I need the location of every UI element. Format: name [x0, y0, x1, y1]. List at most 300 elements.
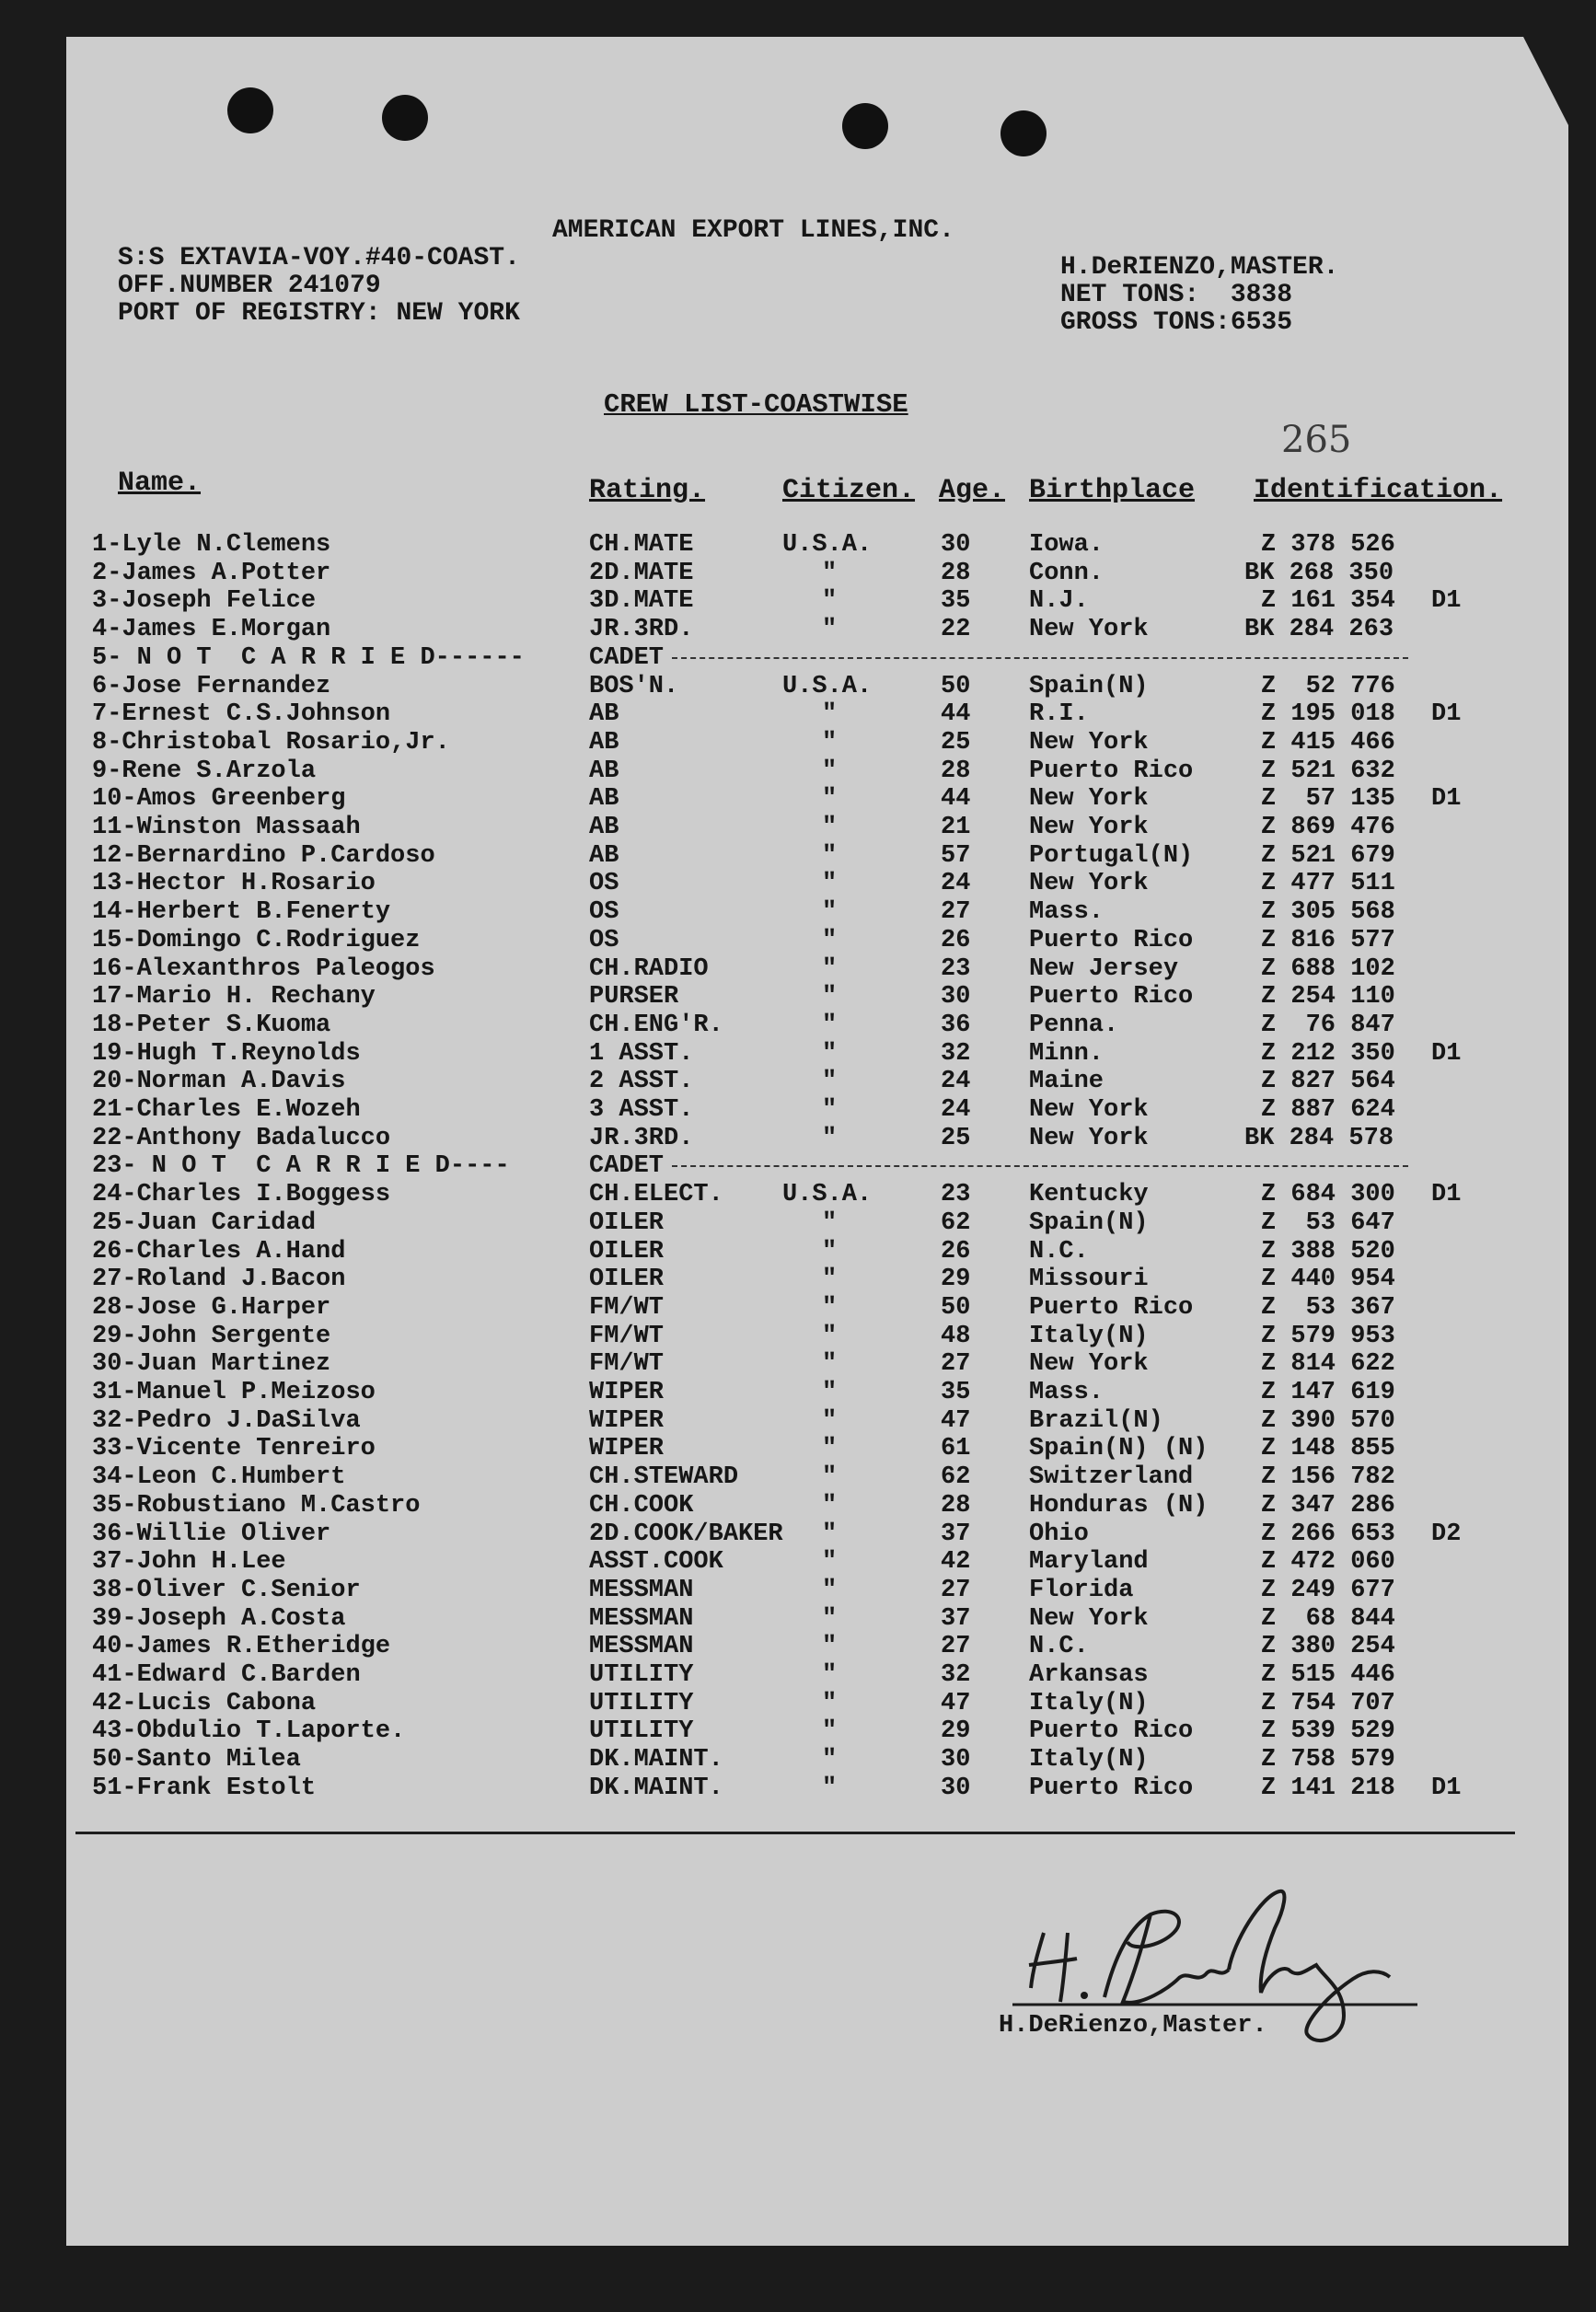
- crew-identification: Z 477 511: [1261, 870, 1395, 898]
- crew-age: 50: [941, 1293, 971, 1322]
- crew-rating: OILER: [589, 1237, 665, 1266]
- crew-citizen: ": [822, 1661, 838, 1689]
- crew-name: 10-Amos Greenberg: [92, 785, 346, 814]
- crew-citizen: ": [822, 1011, 838, 1039]
- column-header-rating: Rating.: [589, 475, 706, 506]
- crew-age: 30: [941, 1774, 971, 1802]
- official-number: OFF.NUMBER 241079: [118, 272, 381, 300]
- crew-birthplace: Switzerland: [1029, 1463, 1194, 1492]
- crew-citizen: ": [822, 1266, 838, 1294]
- crew-birthplace: Italy(N): [1029, 1689, 1149, 1717]
- crew-citizen: ": [822, 1322, 838, 1350]
- punch-hole-2: [382, 95, 428, 141]
- crew-birthplace: Puerto Rico: [1029, 757, 1194, 785]
- table-row: [0, 1577, 1596, 1605]
- crew-birthplace: N.J.: [1029, 587, 1089, 616]
- crew-identification: Z 388 520: [1261, 1237, 1395, 1266]
- crew-identification: Z 57 135: [1261, 785, 1395, 814]
- not-carried-dash-line: [672, 1165, 1408, 1167]
- crew-identification: Z 887 624: [1261, 1096, 1395, 1124]
- crew-citizen: ": [822, 1717, 838, 1746]
- crew-note: D2: [1431, 1520, 1462, 1548]
- crew-rating: AB: [589, 785, 619, 814]
- crew-rating: MESSMAN: [589, 1604, 694, 1633]
- crew-rating: DK.MAINT.: [589, 1774, 723, 1802]
- crew-citizen: ": [822, 1689, 838, 1717]
- crew-birthplace: New York: [1029, 785, 1149, 814]
- not-carried-row: [0, 1152, 1596, 1181]
- crew-rating: AB: [589, 841, 619, 870]
- table-row: [0, 560, 1596, 588]
- crew-name: 4-James E.Morgan: [92, 616, 331, 644]
- crew-age: 50: [941, 672, 971, 700]
- crew-name: 15-Domingo C.Rodriguez: [92, 926, 421, 954]
- crew-name: 2-James A.Potter: [92, 559, 331, 587]
- crew-rating: OILER: [589, 1266, 665, 1294]
- crew-name: 12-Bernardino P.Cardoso: [92, 841, 435, 870]
- crew-identification: Z 758 579: [1261, 1746, 1395, 1774]
- crew-birthplace: Italy(N): [1029, 1746, 1149, 1774]
- crew-citizen: U.S.A.: [782, 1181, 873, 1209]
- crew-age: 62: [941, 1463, 971, 1492]
- crew-rating: AB: [589, 757, 619, 785]
- crew-name: 8-Christobal Rosario,Jr.: [92, 728, 450, 757]
- crew-age: 44: [941, 785, 971, 814]
- crew-rating: WIPER: [589, 1379, 665, 1406]
- crew-citizen: ": [822, 757, 838, 785]
- not-carried-row: [0, 644, 1596, 673]
- crew-name: 29-John Sergente: [92, 1322, 331, 1350]
- crew-birthplace: New York: [1029, 1350, 1149, 1379]
- crew-identification: BK 284 263: [1244, 616, 1394, 644]
- crew-name: 30-Juan Martinez: [92, 1350, 331, 1379]
- crew-age: 27: [941, 1633, 971, 1661]
- crew-identification: Z 827 564: [1261, 1068, 1395, 1096]
- crew-citizen: ": [822, 814, 838, 841]
- crew-identification: Z 148 855: [1261, 1435, 1395, 1463]
- crew-age: 28: [941, 1491, 971, 1520]
- crew-birthplace: New York: [1029, 616, 1149, 644]
- crew-identification: Z 266 653: [1261, 1520, 1395, 1548]
- table-row: [0, 1690, 1596, 1718]
- crew-citizen: ": [822, 587, 838, 616]
- crew-rating: AB: [589, 700, 619, 729]
- table-row: [0, 1266, 1596, 1294]
- crew-name: 50-Santo Milea: [92, 1746, 301, 1774]
- crew-identification: Z 440 954: [1261, 1266, 1395, 1294]
- crew-citizen: ": [822, 1379, 838, 1406]
- crew-rating: CH.COOK: [589, 1491, 694, 1520]
- crew-rating: 2 ASST.: [589, 1068, 694, 1096]
- crew-age: 27: [941, 898, 971, 927]
- crew-identification: Z 539 529: [1261, 1717, 1395, 1746]
- crew-age: 28: [941, 559, 971, 587]
- crew-age: 32: [941, 1039, 971, 1068]
- crew-age: 47: [941, 1406, 971, 1435]
- crew-rating: JR.3RD.: [589, 616, 694, 644]
- crew-birthplace: Italy(N): [1029, 1322, 1149, 1350]
- crew-name: 31-Manuel P.Meizoso: [92, 1379, 376, 1406]
- crew-age: 42: [941, 1548, 971, 1577]
- crew-identification: Z 305 568: [1261, 898, 1395, 927]
- crew-name: 27-Roland J.Bacon: [92, 1266, 346, 1294]
- table-row: [0, 1633, 1596, 1661]
- crew-rating: BOS'N.: [589, 672, 679, 700]
- crew-birthplace: Maryland: [1029, 1548, 1149, 1577]
- crew-birthplace: Minn.: [1029, 1039, 1104, 1068]
- table-row: [0, 1435, 1596, 1463]
- crew-birthplace: Penna.: [1029, 1011, 1119, 1039]
- crew-age: 29: [941, 1717, 971, 1746]
- column-header-birthplace: Birthplace: [1029, 475, 1196, 506]
- crew-citizen: U.S.A.: [782, 531, 873, 559]
- crew-birthplace: N.C.: [1029, 1633, 1089, 1661]
- crew-name: 11-Winston Massaah: [92, 814, 361, 841]
- table-row: [0, 1548, 1596, 1577]
- crew-rating: ASST.COOK: [589, 1548, 723, 1577]
- crew-rating: JR.3RD.: [589, 1124, 694, 1152]
- crew-identification: Z 254 110: [1261, 983, 1395, 1012]
- crew-birthplace: N.C.: [1029, 1237, 1089, 1266]
- crew-name: 33-Vicente Tenreiro: [92, 1435, 376, 1463]
- punch-hole-4: [1000, 110, 1047, 156]
- table-row: [0, 1605, 1596, 1634]
- page-number: 265: [1281, 419, 1352, 461]
- table-row: [0, 616, 1596, 644]
- table-row: [0, 1520, 1596, 1549]
- crew-birthplace: New Jersey: [1029, 954, 1179, 983]
- crew-age: 44: [941, 700, 971, 729]
- crew-age: 26: [941, 926, 971, 954]
- crew-rating: 3D.MATE: [589, 587, 694, 616]
- crew-note: D1: [1431, 1774, 1462, 1802]
- crew-identification: Z 147 619: [1261, 1379, 1395, 1406]
- crew-birthplace: Maine: [1029, 1068, 1104, 1096]
- crew-rating: 1 ASST.: [589, 1039, 694, 1068]
- crew-identification: Z 515 446: [1261, 1661, 1395, 1689]
- crew-rating: CADET: [589, 643, 665, 672]
- table-row: [0, 1746, 1596, 1774]
- crew-rating: CH.RADIO: [589, 954, 709, 983]
- crew-note: D1: [1431, 700, 1462, 729]
- crew-age: 35: [941, 1379, 971, 1406]
- crew-name: 22-Anthony Badalucco: [92, 1124, 391, 1152]
- crew-citizen: ": [822, 700, 838, 729]
- company-name: AMERICAN EXPORT LINES,INC.: [552, 216, 954, 245]
- crew-name: 41-Edward C.Barden: [92, 1661, 361, 1689]
- crew-identification: Z 816 577: [1261, 926, 1395, 954]
- table-row: [0, 1012, 1596, 1040]
- table-row: [0, 531, 1596, 560]
- crew-age: 22: [941, 616, 971, 644]
- crew-identification: Z 415 466: [1261, 728, 1395, 757]
- crew-age: 24: [941, 1068, 971, 1096]
- crew-identification: Z 472 060: [1261, 1548, 1395, 1577]
- crew-rating: UTILITY: [589, 1689, 694, 1717]
- crew-citizen: ": [822, 926, 838, 954]
- crew-citizen: ": [822, 559, 838, 587]
- crew-name: 34-Leon C.Humbert: [92, 1463, 346, 1492]
- crew-name: 26-Charles A.Hand: [92, 1237, 346, 1266]
- crew-citizen: ": [822, 616, 838, 644]
- crew-rating: 3 ASST.: [589, 1096, 694, 1124]
- crew-rating: 2D.COOK/BAKER: [589, 1520, 783, 1548]
- crew-identification: BK 268 350: [1244, 559, 1394, 587]
- crew-rating: WIPER: [589, 1435, 665, 1463]
- column-header-citizen: Citizen.: [782, 475, 916, 506]
- crew-citizen: ": [822, 983, 838, 1012]
- crew-name: 37-John H.Lee: [92, 1548, 286, 1577]
- crew-identification: Z 521 632: [1261, 757, 1395, 785]
- crew-citizen: ": [822, 1096, 838, 1124]
- crew-rating: FM/WT: [589, 1293, 665, 1322]
- crew-age: 21: [941, 814, 971, 841]
- crew-birthplace: Missouri: [1029, 1266, 1149, 1294]
- crew-birthplace: Mass.: [1029, 898, 1104, 927]
- crew-name: 16-Alexanthros Paleogos: [92, 954, 435, 983]
- table-row: [0, 1209, 1596, 1238]
- crew-birthplace: Arkansas: [1029, 1661, 1149, 1689]
- crew-age: 48: [941, 1322, 971, 1350]
- crew-name: 28-Jose G.Harper: [92, 1293, 331, 1322]
- crew-citizen: ": [822, 1406, 838, 1435]
- crew-age: 36: [941, 1011, 971, 1039]
- crew-birthplace: Puerto Rico: [1029, 1717, 1194, 1746]
- crew-age: 57: [941, 841, 971, 870]
- column-header-age: Age.: [939, 475, 1006, 506]
- table-row: [0, 785, 1596, 814]
- crew-name: 7-Ernest C.S.Johnson: [92, 700, 391, 729]
- printed-signature-name: H.DeRienzo,Master.: [999, 2012, 1267, 2040]
- punch-hole-3: [842, 103, 888, 149]
- crew-identification: Z 141 218: [1261, 1774, 1395, 1802]
- crew-name: 38-Oliver C.Senior: [92, 1576, 361, 1604]
- crew-identification: Z 754 707: [1261, 1689, 1395, 1717]
- crew-birthplace: New York: [1029, 1604, 1149, 1633]
- crew-identification: Z 869 476: [1261, 814, 1395, 841]
- crew-name: 23- N O T C A R R I E D----: [92, 1152, 510, 1181]
- table-row: [0, 1661, 1596, 1690]
- punch-hole-1: [227, 87, 273, 133]
- crew-identification: Z 195 018: [1261, 700, 1395, 729]
- crew-citizen: ": [822, 1463, 838, 1492]
- crew-name: 25-Juan Caridad: [92, 1208, 317, 1237]
- table-row: [0, 870, 1596, 898]
- crew-age: 25: [941, 1124, 971, 1152]
- crew-birthplace: Puerto Rico: [1029, 1293, 1194, 1322]
- crew-birthplace: Kentucky: [1029, 1181, 1149, 1209]
- table-row: [0, 898, 1596, 927]
- table-row: [0, 1323, 1596, 1351]
- crew-note: D1: [1431, 587, 1462, 616]
- crew-citizen: ": [822, 1491, 838, 1520]
- crew-name: 21-Charles E.Wozeh: [92, 1096, 361, 1124]
- crew-identification: Z 380 254: [1261, 1633, 1395, 1661]
- crew-age: 27: [941, 1350, 971, 1379]
- crew-rating: FM/WT: [589, 1350, 665, 1379]
- crew-identification: Z 52 776: [1261, 672, 1395, 700]
- crew-age: 24: [941, 870, 971, 898]
- crew-identification: BK 284 578: [1244, 1124, 1394, 1152]
- crew-rating: AB: [589, 814, 619, 841]
- crew-rating: OS: [589, 926, 619, 954]
- crew-citizen: ": [822, 841, 838, 870]
- crew-rating: AB: [589, 728, 619, 757]
- table-row: [0, 1096, 1596, 1125]
- table-row: [0, 673, 1596, 701]
- crew-birthplace: Conn.: [1029, 559, 1104, 587]
- crew-birthplace: New York: [1029, 1096, 1149, 1124]
- crew-age: 25: [941, 728, 971, 757]
- table-row: [0, 757, 1596, 786]
- table-row: [0, 1407, 1596, 1436]
- table-row: [0, 1238, 1596, 1266]
- crew-age: 29: [941, 1266, 971, 1294]
- crew-name: 19-Hugh T.Reynolds: [92, 1039, 361, 1068]
- crew-rating: CH.ELECT.: [589, 1181, 723, 1209]
- crew-name: 17-Mario H. Rechany: [92, 983, 376, 1012]
- crew-identification: Z 76 847: [1261, 1011, 1395, 1039]
- crew-citizen: ": [822, 870, 838, 898]
- crew-birthplace: Spain(N) (N): [1029, 1435, 1209, 1463]
- crew-birthplace: Puerto Rico: [1029, 1774, 1194, 1802]
- crew-birthplace: Florida: [1029, 1576, 1134, 1604]
- crew-citizen: ": [822, 1068, 838, 1096]
- crew-birthplace: Mass.: [1029, 1379, 1104, 1406]
- crew-rating: FM/WT: [589, 1322, 665, 1350]
- crew-birthplace: New York: [1029, 870, 1149, 898]
- crew-birthplace: New York: [1029, 728, 1149, 757]
- crew-birthplace: Spain(N): [1029, 1208, 1149, 1237]
- crew-name: 36-Willie Oliver: [92, 1520, 331, 1548]
- crew-age: 30: [941, 531, 971, 559]
- crew-age: 61: [941, 1435, 971, 1463]
- crew-age: 30: [941, 1746, 971, 1774]
- crew-citizen: ": [822, 1604, 838, 1633]
- crew-age: 27: [941, 1576, 971, 1604]
- ship-voyage: S:S EXTAVIA-VOY.#40-COAST.: [118, 244, 520, 272]
- crew-citizen: ": [822, 1039, 838, 1068]
- crew-identification: Z 53 647: [1261, 1208, 1395, 1237]
- not-carried-dash-line: [672, 657, 1408, 659]
- crew-age: 37: [941, 1520, 971, 1548]
- crew-rating: OS: [589, 870, 619, 898]
- crew-rating: UTILITY: [589, 1717, 694, 1746]
- crew-citizen: ": [822, 1350, 838, 1379]
- table-row: [0, 1492, 1596, 1520]
- document-title: CREW LIST-COASTWISE: [604, 389, 908, 420]
- table-row: [0, 1379, 1596, 1407]
- crew-name: 5- N O T C A R R I E D------: [92, 643, 525, 672]
- crew-note: D1: [1431, 1039, 1462, 1068]
- crew-citizen: ": [822, 1124, 838, 1152]
- table-row: [0, 1774, 1596, 1803]
- crew-citizen: ": [822, 1520, 838, 1548]
- crew-name: 13-Hector H.Rosario: [92, 870, 376, 898]
- table-row: [0, 1040, 1596, 1069]
- crew-identification: Z 347 286: [1261, 1491, 1395, 1520]
- crew-name: 35-Robustiano M.Castro: [92, 1491, 421, 1520]
- crew-citizen: ": [822, 1548, 838, 1577]
- crew-rating: WIPER: [589, 1406, 665, 1435]
- crew-rating: UTILITY: [589, 1661, 694, 1689]
- crew-name: 20-Norman A.Davis: [92, 1068, 346, 1096]
- crew-age: 23: [941, 1181, 971, 1209]
- crew-identification: Z 161 354: [1261, 587, 1395, 616]
- crew-age: 37: [941, 1604, 971, 1633]
- crew-name: 40-James R.Etheridge: [92, 1633, 391, 1661]
- crew-age: 35: [941, 587, 971, 616]
- net-tons: NET TONS: 3838: [1060, 281, 1293, 309]
- crew-identification: Z 378 526: [1261, 531, 1395, 559]
- bottom-rule: [75, 1832, 1515, 1834]
- crew-name: 42-Lucis Cabona: [92, 1689, 317, 1717]
- crew-age: 32: [941, 1661, 971, 1689]
- crew-name: 18-Peter S.Kuoma: [92, 1011, 331, 1039]
- crew-birthplace: Puerto Rico: [1029, 926, 1194, 954]
- table-row: [0, 729, 1596, 757]
- crew-citizen: U.S.A.: [782, 672, 873, 700]
- crew-identification: Z 53 367: [1261, 1293, 1395, 1322]
- table-row: [0, 1463, 1596, 1492]
- crew-rating: OILER: [589, 1208, 665, 1237]
- crew-rating: OS: [589, 898, 619, 927]
- table-row: [0, 1068, 1596, 1096]
- table-row: [0, 842, 1596, 871]
- port-of-registry: PORT OF REGISTRY: NEW YORK: [118, 299, 520, 328]
- crew-birthplace: R.I.: [1029, 700, 1089, 729]
- table-row: [0, 700, 1596, 729]
- table-row: [0, 1294, 1596, 1323]
- crew-age: 47: [941, 1689, 971, 1717]
- crew-citizen: ": [822, 954, 838, 983]
- crew-rating: DK.MAINT.: [589, 1746, 723, 1774]
- crew-rating: MESSMAN: [589, 1633, 694, 1661]
- crew-birthplace: Ohio: [1029, 1520, 1089, 1548]
- crew-age: 24: [941, 1096, 971, 1124]
- column-header-identification: Identification.: [1254, 475, 1503, 506]
- crew-citizen: ": [822, 898, 838, 927]
- crew-birthplace: New York: [1029, 1124, 1149, 1152]
- crew-birthplace: New York: [1029, 814, 1149, 841]
- master-name: H.DeRIENZO,MASTER.: [1060, 253, 1339, 282]
- crew-name: 32-Pedro J.DaSilva: [92, 1406, 361, 1435]
- crew-citizen: ": [822, 1208, 838, 1237]
- crew-citizen: ": [822, 728, 838, 757]
- table-row: [0, 1125, 1596, 1153]
- crew-citizen: ": [822, 1576, 838, 1604]
- crew-birthplace: Honduras (N): [1029, 1491, 1209, 1520]
- crew-identification: Z 684 300: [1261, 1181, 1395, 1209]
- crew-rating: 2D.MATE: [589, 559, 694, 587]
- crew-name: 24-Charles I.Boggess: [92, 1181, 391, 1209]
- table-row: [0, 927, 1596, 955]
- crew-name: 39-Joseph A.Costa: [92, 1604, 346, 1633]
- crew-name: 3-Joseph Felice: [92, 587, 317, 616]
- crew-citizen: ": [822, 1293, 838, 1322]
- crew-rating: CH.ENG'R.: [589, 1011, 723, 1039]
- table-row: [0, 1350, 1596, 1379]
- crew-note: D1: [1431, 1181, 1462, 1209]
- gross-tons: GROSS TONS:6535: [1060, 308, 1293, 337]
- table-row: [0, 587, 1596, 616]
- crew-identification: Z 156 782: [1261, 1463, 1395, 1492]
- table-row: [0, 1717, 1596, 1746]
- crew-name: 9-Rene S.Arzola: [92, 757, 317, 785]
- crew-birthplace: Puerto Rico: [1029, 983, 1194, 1012]
- crew-age: 28: [941, 757, 971, 785]
- table-row: [0, 814, 1596, 842]
